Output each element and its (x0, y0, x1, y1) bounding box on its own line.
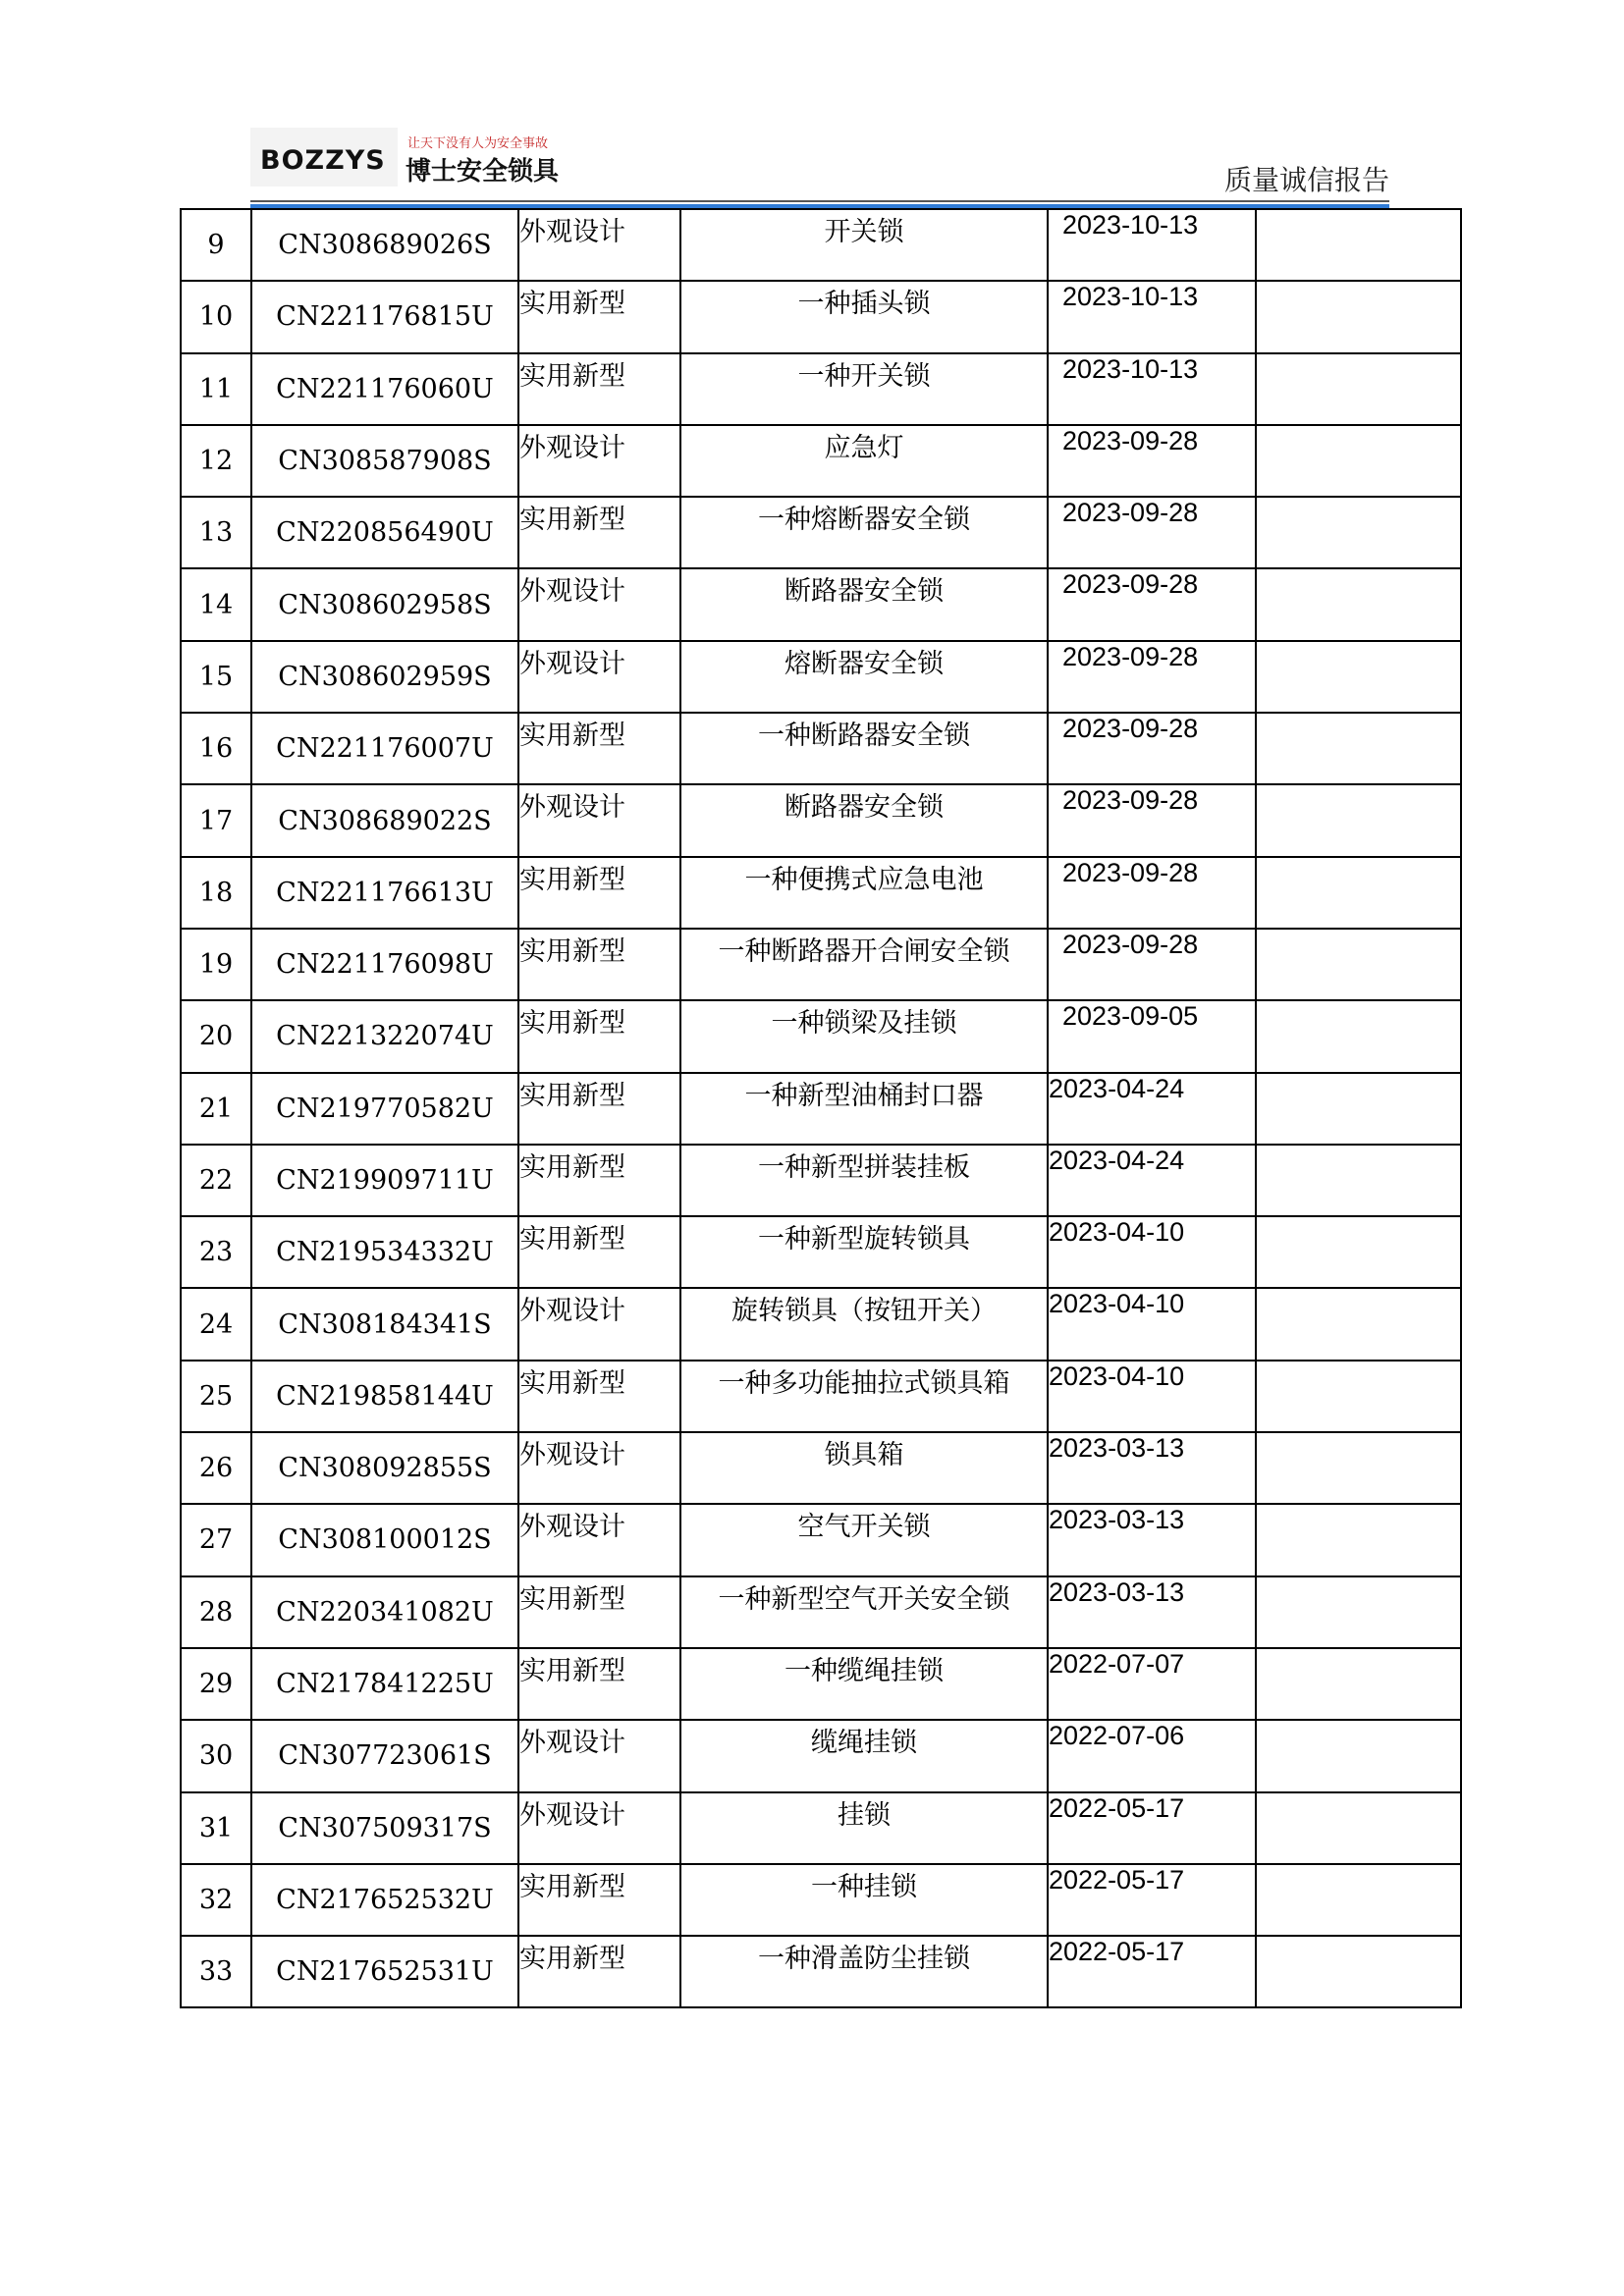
patent-note (1256, 1073, 1461, 1145)
patent-number: CN221176613U (251, 857, 518, 929)
patent-date: 2023-09-28 (1048, 425, 1256, 497)
patent-table-body (181, 209, 1461, 2007)
row-number: 32 (181, 1864, 251, 1936)
table-row (181, 1361, 1461, 1432)
patent-number: CN221176098U (251, 929, 518, 1000)
patent-name: 一种开关锁 (680, 353, 1048, 425)
patent-type: 外观设计 (518, 1720, 680, 1791)
row-number: 9 (181, 209, 251, 281)
patent-note (1256, 1361, 1461, 1432)
patent-type: 外观设计 (518, 1504, 680, 1575)
patent-number: CN219534332U (251, 1216, 518, 1288)
patent-name: 空气开关锁 (680, 1504, 1048, 1575)
row-number: 13 (181, 497, 251, 568)
patent-date: 2023-03-13 (1048, 1576, 1256, 1648)
patent-note (1256, 857, 1461, 929)
slogan: 让天下没有人为安全事故 (407, 136, 549, 151)
patent-name: 开关锁 (680, 209, 1048, 281)
patent-type: 实用新型 (518, 1576, 680, 1648)
patent-note (1256, 641, 1461, 713)
patent-name: 旋转锁具（按钮开关） (680, 1288, 1048, 1360)
patent-type: 外观设计 (518, 425, 680, 497)
patent-type: 实用新型 (518, 1361, 680, 1432)
patent-name: 一种新型空气开关安全锁 (680, 1576, 1048, 1648)
patent-number: CN221176815U (251, 281, 518, 352)
patent-type: 外观设计 (518, 568, 680, 640)
patent-type: 实用新型 (518, 497, 680, 568)
row-number: 19 (181, 929, 251, 1000)
row-number: 29 (181, 1648, 251, 1720)
patent-number: CN220856490U (251, 497, 518, 568)
table-row (181, 568, 1461, 640)
patent-type: 实用新型 (518, 857, 680, 929)
patent-name: 一种新型油桶封口器 (680, 1073, 1048, 1145)
patent-number: CN308602958S (251, 568, 518, 640)
patent-name: 断路器安全锁 (680, 568, 1048, 640)
patent-name: 一种缆绳挂锁 (680, 1648, 1048, 1720)
row-number: 11 (181, 353, 251, 425)
patent-type: 外观设计 (518, 209, 680, 281)
patent-name: 一种滑盖防尘挂锁 (680, 1936, 1048, 2007)
row-number: 21 (181, 1073, 251, 1145)
patent-type: 实用新型 (518, 929, 680, 1000)
patent-date: 2023-09-28 (1048, 497, 1256, 568)
patent-note (1256, 209, 1461, 281)
page-header (250, 116, 1389, 209)
patent-number: CN219909711U (251, 1145, 518, 1216)
patent-date: 2023-10-13 (1048, 353, 1256, 425)
patent-date: 2023-09-28 (1048, 568, 1256, 640)
brand-name: 博士安全锁具 (406, 157, 560, 187)
table-row (181, 209, 1461, 281)
patent-note (1256, 1576, 1461, 1648)
patent-type: 外观设计 (518, 784, 680, 856)
table-row (181, 497, 1461, 568)
table-row (181, 425, 1461, 497)
patent-type: 外观设计 (518, 641, 680, 713)
patent-name: 缆绳挂锁 (680, 1720, 1048, 1791)
patent-date: 2023-09-28 (1048, 929, 1256, 1000)
patent-name: 一种熔断器安全锁 (680, 497, 1048, 568)
patent-number: CN308092855S (251, 1432, 518, 1504)
row-number: 22 (181, 1145, 251, 1216)
patent-name: 应急灯 (680, 425, 1048, 497)
patent-date: 2023-09-28 (1048, 857, 1256, 929)
row-number: 27 (181, 1504, 251, 1575)
patent-type: 实用新型 (518, 1073, 680, 1145)
patent-number: CN221176060U (251, 353, 518, 425)
patent-note (1256, 784, 1461, 856)
table-row (181, 1792, 1461, 1864)
patent-name: 熔断器安全锁 (680, 641, 1048, 713)
patent-date: 2023-04-10 (1048, 1288, 1256, 1360)
patent-number: CN307723061S (251, 1720, 518, 1791)
patent-date: 2023-04-24 (1048, 1145, 1256, 1216)
patent-date: 2023-09-28 (1048, 784, 1256, 856)
row-number: 15 (181, 641, 251, 713)
patent-type: 实用新型 (518, 713, 680, 784)
patent-type: 实用新型 (518, 1864, 680, 1936)
patent-date: 2023-10-13 (1048, 209, 1256, 281)
patent-number: CN220341082U (251, 1576, 518, 1648)
table-row (181, 353, 1461, 425)
row-number: 26 (181, 1432, 251, 1504)
patent-type: 实用新型 (518, 1936, 680, 2007)
table-row (181, 857, 1461, 929)
patent-name: 一种断路器安全锁 (680, 713, 1048, 784)
patent-name: 一种断路器开合闸安全锁 (680, 929, 1048, 1000)
patent-date: 2023-09-28 (1048, 641, 1256, 713)
row-number: 18 (181, 857, 251, 929)
patent-note (1256, 1792, 1461, 1864)
table-row (181, 1216, 1461, 1288)
patent-name: 一种新型旋转锁具 (680, 1216, 1048, 1288)
table-row (181, 929, 1461, 1000)
patent-type: 实用新型 (518, 353, 680, 425)
row-number: 33 (181, 1936, 251, 2007)
report-title: 质量诚信报告 (1223, 164, 1389, 196)
table-row (181, 1936, 1461, 2007)
patent-number: CN221322074U (251, 1000, 518, 1072)
logo (250, 128, 398, 187)
patent-note (1256, 425, 1461, 497)
patent-note (1256, 1864, 1461, 1936)
patent-type: 实用新型 (518, 281, 680, 352)
table-row (181, 1000, 1461, 1072)
patent-number: CN308602959S (251, 641, 518, 713)
patent-name: 挂锁 (680, 1792, 1048, 1864)
patent-date: 2023-03-13 (1048, 1504, 1256, 1575)
table-row (181, 1145, 1461, 1216)
row-number: 28 (181, 1576, 251, 1648)
row-number: 23 (181, 1216, 251, 1288)
patent-note (1256, 353, 1461, 425)
patent-date: 2023-04-24 (1048, 1073, 1256, 1145)
patent-note (1256, 1504, 1461, 1575)
patent-type: 外观设计 (518, 1432, 680, 1504)
patent-note (1256, 1648, 1461, 1720)
logo-mark: BOZZYS (260, 145, 386, 176)
patent-date: 2022-07-06 (1048, 1720, 1256, 1791)
patent-name: 一种挂锁 (680, 1864, 1048, 1936)
patent-note (1256, 1288, 1461, 1360)
patent-number: CN308100012S (251, 1504, 518, 1575)
patent-name: 一种多功能抽拉式锁具箱 (680, 1361, 1048, 1432)
patent-name: 一种新型拼装挂板 (680, 1145, 1048, 1216)
patent-note (1256, 1216, 1461, 1288)
patent-number: CN308689022S (251, 784, 518, 856)
patent-date: 2022-05-17 (1048, 1936, 1256, 2007)
patent-table (180, 208, 1462, 2008)
table-row (181, 641, 1461, 713)
patent-date: 2023-04-10 (1048, 1216, 1256, 1288)
table-row (181, 1648, 1461, 1720)
patent-date: 2023-10-13 (1048, 281, 1256, 352)
patent-type: 实用新型 (518, 1145, 680, 1216)
patent-number: CN221176007U (251, 713, 518, 784)
patent-note (1256, 497, 1461, 568)
row-number: 24 (181, 1288, 251, 1360)
table-row (181, 1576, 1461, 1648)
table-row (181, 1504, 1461, 1575)
patent-date: 2022-05-17 (1048, 1792, 1256, 1864)
row-number: 17 (181, 784, 251, 856)
row-number: 10 (181, 281, 251, 352)
row-number: 31 (181, 1792, 251, 1864)
patent-note (1256, 1432, 1461, 1504)
patent-date: 2023-03-13 (1048, 1432, 1256, 1504)
patent-name: 一种便携式应急电池 (680, 857, 1048, 929)
patent-note (1256, 929, 1461, 1000)
table-row (181, 1720, 1461, 1791)
table-row (181, 1432, 1461, 1504)
patent-note (1256, 1720, 1461, 1791)
patent-note (1256, 713, 1461, 784)
patent-date: 2022-07-07 (1048, 1648, 1256, 1720)
table-row (181, 281, 1461, 352)
patent-name: 锁具箱 (680, 1432, 1048, 1504)
row-number: 12 (181, 425, 251, 497)
patent-number: CN308184341S (251, 1288, 518, 1360)
row-number: 20 (181, 1000, 251, 1072)
patent-number: CN307509317S (251, 1792, 518, 1864)
table-row (181, 713, 1461, 784)
row-number: 16 (181, 713, 251, 784)
patent-type: 外观设计 (518, 1792, 680, 1864)
patent-type: 实用新型 (518, 1000, 680, 1072)
patent-note (1256, 1145, 1461, 1216)
patent-date: 2023-09-28 (1048, 713, 1256, 784)
table-row (181, 784, 1461, 856)
patent-date: 2023-04-10 (1048, 1361, 1256, 1432)
patent-note (1256, 1000, 1461, 1072)
patent-number: CN219858144U (251, 1361, 518, 1432)
table-row (181, 1288, 1461, 1360)
row-number: 30 (181, 1720, 251, 1791)
patent-name: 一种锁梁及挂锁 (680, 1000, 1048, 1072)
row-number: 14 (181, 568, 251, 640)
patent-type: 实用新型 (518, 1648, 680, 1720)
patent-type: 实用新型 (518, 1216, 680, 1288)
header-divider (250, 200, 1389, 208)
row-number: 25 (181, 1361, 251, 1432)
patent-name: 断路器安全锁 (680, 784, 1048, 856)
patent-note (1256, 568, 1461, 640)
patent-note (1256, 281, 1461, 352)
patent-number: CN219770582U (251, 1073, 518, 1145)
patent-name: 一种插头锁 (680, 281, 1048, 352)
patent-note (1256, 1936, 1461, 2007)
patent-number: CN217841225U (251, 1648, 518, 1720)
patent-number: CN217652532U (251, 1864, 518, 1936)
patent-number: CN308689026S (251, 209, 518, 281)
patent-date: 2023-09-05 (1048, 1000, 1256, 1072)
patent-number: CN217652531U (251, 1936, 518, 2007)
table-row (181, 1864, 1461, 1936)
patent-type: 外观设计 (518, 1288, 680, 1360)
patent-number: CN308587908S (251, 425, 518, 497)
table-row (181, 1073, 1461, 1145)
patent-date: 2022-05-17 (1048, 1864, 1256, 1936)
